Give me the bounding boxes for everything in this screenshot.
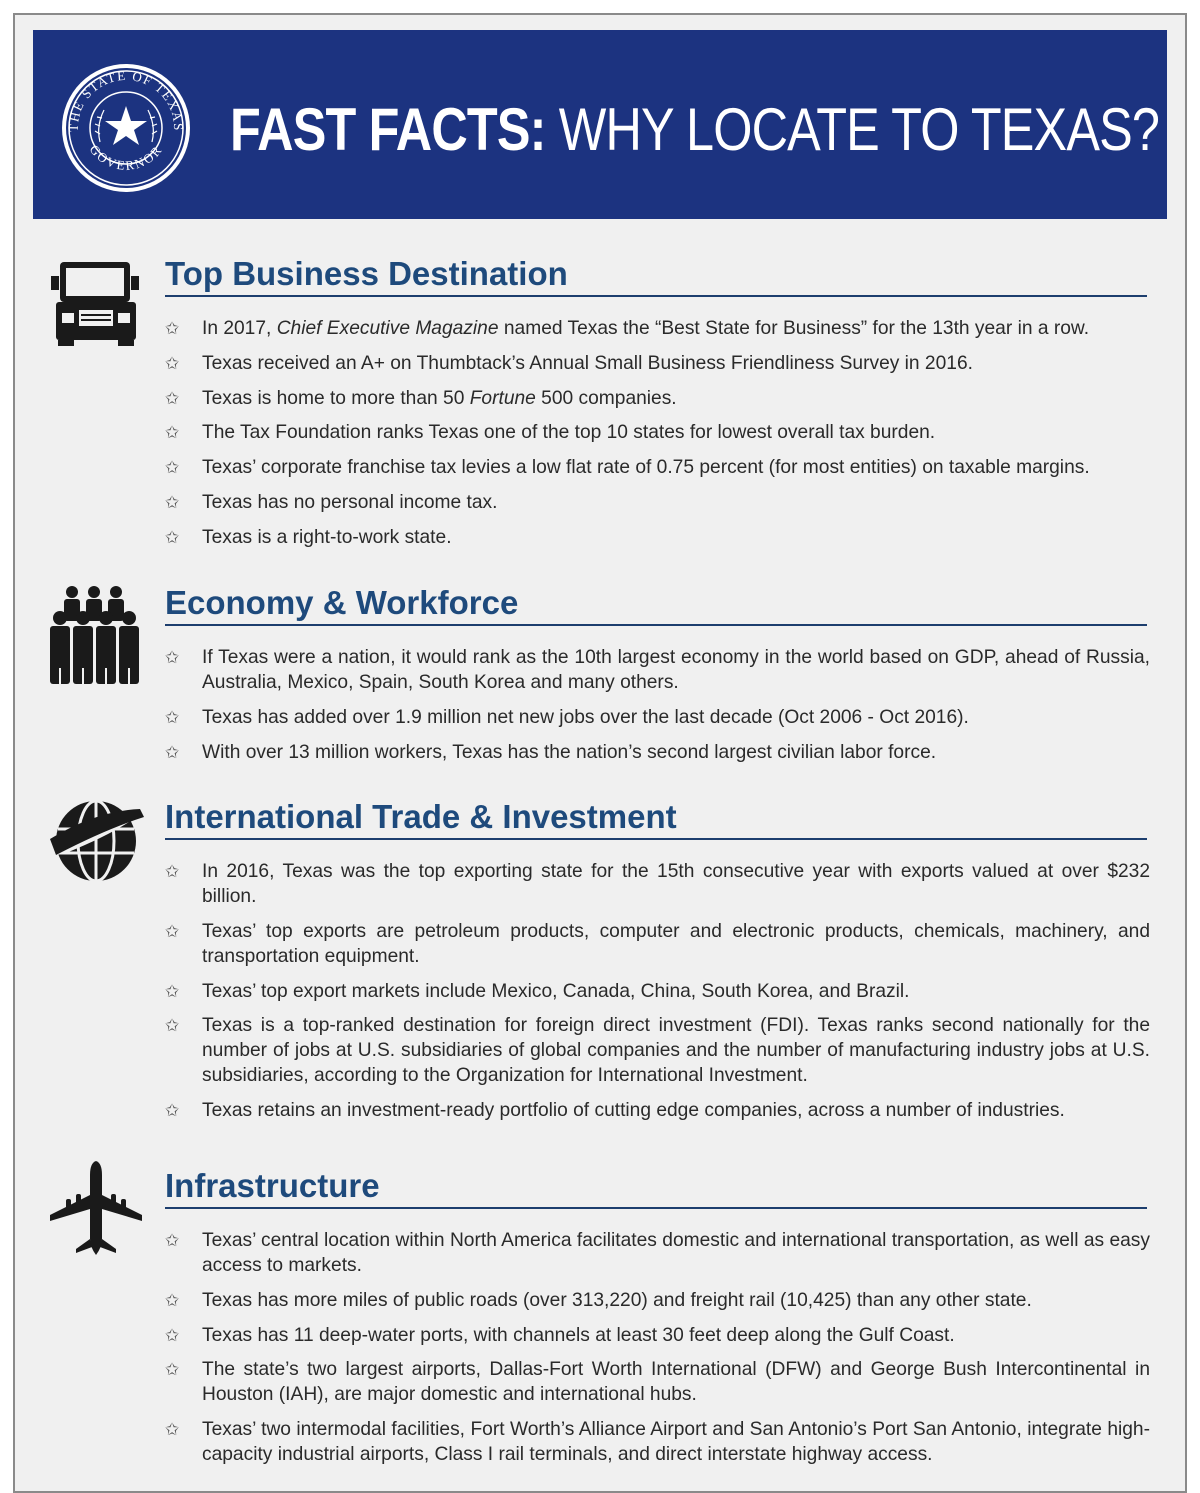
fact-text-em: Fortune bbox=[469, 387, 536, 409]
fact-item bbox=[165, 351, 1150, 376]
fact-text-pre: In 2017, bbox=[202, 318, 277, 339]
star-bullet-icon: ✩ bbox=[165, 648, 180, 667]
globe-icon bbox=[46, 793, 146, 893]
infrastructure-list bbox=[165, 1228, 1150, 1477]
star-bullet-icon: ✩ bbox=[165, 319, 180, 338]
fact-text-pre: Texas’ central location within North America facilitates domestic and international transportation, as well as easy access to markets. bbox=[202, 1230, 1150, 1276]
section-heading-top-business: Top Business Destination bbox=[165, 254, 1147, 297]
page-title bbox=[230, 80, 1159, 180]
fact-text-pre: Texas has added over 1.9 million net new jobs over the last decade (Oct 2006 - Oct 2016). bbox=[202, 706, 969, 728]
fact-item bbox=[165, 386, 1150, 411]
star-bullet-icon: ✩ bbox=[165, 388, 180, 408]
fact-text-pre: The Tax Foundation ranks Texas one of the top 10 states for lowest overall tax burden. bbox=[202, 422, 936, 444]
fact-text-pre: Texas is a right-to-work state. bbox=[202, 526, 452, 548]
fact-item bbox=[165, 525, 1150, 550]
fact-text-pre: Texas is home to more than 50 bbox=[202, 387, 470, 409]
fact-text-pre: Texas has more miles of public roads (over 313,220) and freight rail (10,425) than any other state. bbox=[202, 1289, 1032, 1311]
fact-text-pre: Texas’ top exports are petroleum products, computer and electronic products, chemicals, machinery, and transportation equipment. bbox=[202, 920, 1150, 967]
fact-item bbox=[165, 490, 1150, 515]
fact-item bbox=[165, 1417, 1150, 1467]
star-bullet-icon: ✩ bbox=[165, 492, 180, 512]
fact-text-post: 500 companies. bbox=[535, 387, 677, 409]
fact-text-pre: Texas received an A+ on Thumbtack’s Annual Small Business Friendliness Survey in 2016. bbox=[202, 352, 973, 374]
section-heading-infrastructure: Infrastructure bbox=[165, 1166, 1147, 1209]
star-bullet-icon: ✩ bbox=[165, 1016, 180, 1036]
star-bullet-icon: ✩ bbox=[165, 1290, 180, 1310]
fact-item bbox=[165, 859, 1150, 909]
fact-item bbox=[165, 1357, 1150, 1407]
star-bullet-icon: ✩ bbox=[165, 1101, 180, 1121]
page-title-rest: WHY LOCATE TO TEXAS? bbox=[545, 96, 1160, 163]
fact-item bbox=[165, 919, 1150, 969]
fact-text-pre: Texas’ corporate franchise tax levies a low flat rate of 0.75 percent (for most entities) on taxable margins. bbox=[202, 457, 1090, 479]
star-bullet-icon: ✩ bbox=[165, 1231, 180, 1250]
fact-text-pre: The state’s two largest airports, Dallas-Fort Worth International (DFW) and George Bush Intercontinental in Houston (IAH), are major domestic and international hubs. bbox=[202, 1359, 1150, 1406]
fact-item bbox=[165, 1228, 1150, 1278]
section-heading-international: International Trade & Investment bbox=[165, 797, 1147, 840]
fact-item bbox=[165, 740, 1150, 765]
fact-item bbox=[165, 420, 1150, 445]
fact-item bbox=[165, 705, 1150, 730]
workforce-people-icon bbox=[46, 584, 146, 684]
section-heading-economy: Economy & Workforce bbox=[165, 583, 1147, 626]
star-bullet-icon: ✩ bbox=[165, 742, 180, 762]
svg-text:THE STATE OF TEXAS: THE STATE OF TEXAS bbox=[65, 67, 187, 132]
star-bullet-icon: ✩ bbox=[165, 527, 180, 547]
page-title-bold: FAST FACTS: bbox=[230, 96, 546, 163]
fact-item bbox=[165, 455, 1150, 480]
fact-text-pre: In 2016, Texas was the top exporting state for the 15th consecutive year with exports valued at over $232 billion. bbox=[202, 861, 1150, 907]
star-bullet-icon: ✩ bbox=[165, 1325, 180, 1345]
fact-item bbox=[165, 1288, 1150, 1313]
truck-icon bbox=[46, 258, 146, 358]
fact-item bbox=[165, 645, 1150, 695]
texas-governor-seal-icon bbox=[60, 62, 192, 194]
fact-item bbox=[165, 1013, 1150, 1088]
star-bullet-icon: ✩ bbox=[165, 1420, 180, 1440]
star-bullet-icon: ✩ bbox=[165, 707, 180, 727]
star-bullet-icon: ✩ bbox=[165, 862, 180, 881]
fact-text-pre: With over 13 million workers, Texas has the nation’s second largest civilian labor force. bbox=[202, 741, 937, 763]
svg-text:GOVERNOR: GOVERNOR bbox=[86, 141, 166, 174]
star-bullet-icon: ✩ bbox=[165, 423, 180, 443]
fact-text-em: Chief Executive Magazine bbox=[276, 318, 499, 339]
fact-item bbox=[165, 1098, 1150, 1123]
fact-text-pre: Texas retains an investment-ready portfolio of cutting edge companies, across a number of industries. bbox=[202, 1100, 1065, 1122]
star-bullet-icon: ✩ bbox=[165, 981, 180, 1001]
fact-item bbox=[165, 979, 1150, 1004]
fact-item bbox=[165, 1323, 1150, 1348]
star-bullet-icon: ✩ bbox=[165, 921, 180, 941]
fact-text-pre: Texas’ two intermodal facilities, Fort Worth’s Alliance Airport and San Antonio’s Port San Antonio, integrate high-capacity industrial airports, Class I rail terminals, and direct interstate highway access. bbox=[202, 1419, 1150, 1466]
international-list bbox=[165, 859, 1150, 1133]
fact-text-pre: Texas’ top export markets include Mexico, Canada, China, South Korea, and Brazil. bbox=[202, 980, 910, 1002]
top-business-list bbox=[165, 316, 1150, 560]
fact-text-post: named Texas the “Best State for Business” for the 13th year in a row. bbox=[498, 318, 1090, 339]
fact-text-pre: Texas has no personal income tax. bbox=[202, 491, 498, 513]
star-bullet-icon: ✩ bbox=[165, 458, 180, 478]
star-bullet-icon: ✩ bbox=[165, 1360, 180, 1380]
star-bullet-icon: ✩ bbox=[165, 353, 180, 373]
fact-text-pre: Texas is a top-ranked destination for foreign direct investment (FDI). Texas ranks second nationally for the number of jobs at U.S. subsidiaries of global companies and the number of manufacturing industry jobs at U.S. subsidiaries, according to the Organization for International Investment. bbox=[202, 1015, 1150, 1087]
fact-item bbox=[165, 316, 1150, 341]
fact-text-pre: If Texas were a nation, it would rank as the 10th largest economy in the world based on GDP, ahead of Russia, Australia, Mexico, Spain, South Korea and many others. bbox=[202, 647, 1150, 693]
airplane-icon bbox=[46, 1159, 146, 1259]
fact-text-pre: Texas has 11 deep-water ports, with channels at least 30 feet deep along the Gulf Coast. bbox=[202, 1324, 955, 1346]
economy-list bbox=[165, 645, 1150, 774]
